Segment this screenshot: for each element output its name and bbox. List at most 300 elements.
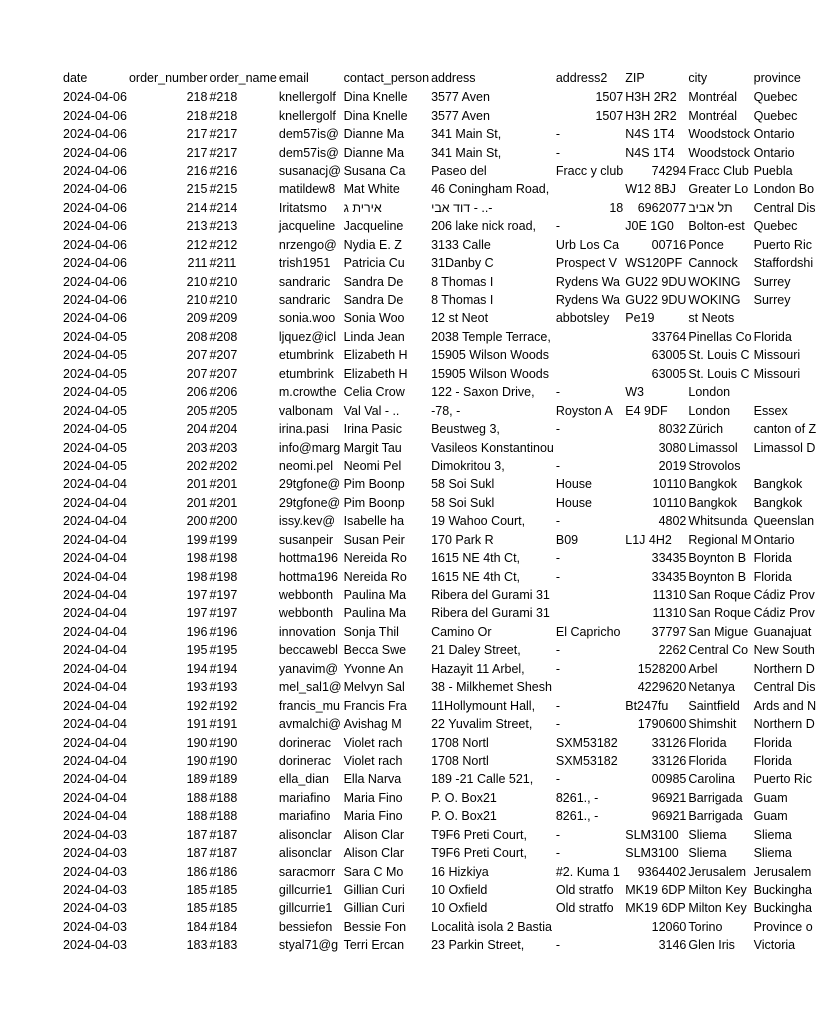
table-cell[interactable]: WS120PF bbox=[625, 256, 683, 271]
table-cell[interactable]: 2024-04-04 bbox=[63, 477, 127, 492]
table-cell[interactable]: matildew8 bbox=[278, 182, 336, 197]
table-cell[interactable]: 2024-04-04 bbox=[63, 680, 127, 695]
table-cell[interactable]: #210 bbox=[209, 274, 238, 289]
table-cell[interactable]: 197 bbox=[186, 606, 208, 621]
table-cell[interactable]: #217 bbox=[209, 145, 238, 160]
table-cell[interactable]: 2024-04-06 bbox=[63, 90, 127, 105]
table-cell[interactable]: 186 bbox=[186, 864, 208, 879]
table-cell[interactable] bbox=[555, 438, 624, 456]
table-cell[interactable]: 205 bbox=[186, 403, 208, 418]
table-cell[interactable]: Alison Clar bbox=[343, 846, 405, 861]
table-cell[interactable]: valbonam bbox=[278, 403, 334, 418]
table-cell[interactable]: - bbox=[555, 846, 561, 861]
table-cell[interactable]: P. O. Box21 bbox=[431, 809, 497, 824]
table-cell[interactable]: El Capricho bbox=[555, 624, 621, 639]
table-cell[interactable]: SLM3100 bbox=[625, 827, 679, 842]
table-cell[interactable]: #207 bbox=[209, 348, 238, 363]
table-cell[interactable]: m.crowthe bbox=[278, 385, 337, 400]
table-cell[interactable]: #211 bbox=[209, 256, 237, 271]
table-cell[interactable]: Sara C Mo bbox=[343, 864, 404, 879]
table-cell[interactable]: 2024-04-05 bbox=[63, 329, 127, 344]
table-cell[interactable]: Guam bbox=[753, 809, 788, 824]
table-cell[interactable]: 184 bbox=[186, 919, 208, 934]
table-cell[interactable]: Nydia E. Z bbox=[343, 237, 402, 252]
table-cell[interactable]: 2024-04-06 bbox=[63, 219, 127, 234]
table-cell[interactable]: 2024-04-04 bbox=[63, 569, 127, 584]
table-cell[interactable]: 191 bbox=[186, 717, 208, 732]
table-cell[interactable]: 1708 Nortl bbox=[431, 753, 489, 768]
table-cell[interactable]: 122 - Saxon Drive, bbox=[431, 385, 535, 400]
table-cell[interactable]: yanavim@ bbox=[278, 661, 339, 676]
table-cell[interactable]: Yvonne An bbox=[343, 661, 404, 676]
table-cell[interactable]: Jacqueline bbox=[343, 219, 404, 234]
table-cell[interactable]: 190 bbox=[186, 753, 208, 768]
table-cell[interactable]: Susan Peir bbox=[343, 532, 405, 547]
table-cell[interactable] bbox=[753, 457, 817, 475]
table-cell[interactable]: Mat White bbox=[343, 182, 400, 197]
table-cell[interactable]: Quebec bbox=[753, 90, 798, 105]
table-cell[interactable]: Florida bbox=[753, 569, 792, 584]
table-cell[interactable]: 198 bbox=[186, 569, 208, 584]
table-cell[interactable]: #215 bbox=[209, 182, 238, 197]
table-cell[interactable]: Paulina Ma bbox=[343, 606, 407, 621]
table-cell[interactable]: innovation bbox=[278, 624, 336, 639]
table-cell[interactable]: #193 bbox=[209, 680, 238, 695]
table-cell[interactable]: 2024-04-05 bbox=[63, 366, 127, 381]
table-cell[interactable]: 206 lake nick road, bbox=[431, 219, 537, 234]
table-cell[interactable]: Milton Key bbox=[688, 901, 747, 916]
table-cell[interactable]: Florida bbox=[753, 753, 792, 768]
table-cell[interactable]: irina.pasi bbox=[278, 422, 329, 437]
table-cell[interactable]: 2024-04-04 bbox=[63, 735, 127, 750]
table-cell[interactable]: 189 bbox=[186, 772, 208, 787]
table-cell[interactable]: hottma196 bbox=[278, 551, 338, 566]
table-cell[interactable] bbox=[555, 346, 624, 364]
table-cell[interactable]: Florida bbox=[688, 735, 727, 750]
table-cell[interactable]: jacqueline bbox=[278, 219, 336, 234]
table-cell[interactable]: 2024-04-05 bbox=[63, 422, 127, 437]
table-cell[interactable]: Pinellas Co bbox=[688, 329, 752, 344]
table-cell[interactable]: Torino bbox=[688, 919, 723, 934]
table-cell[interactable]: Saintfield bbox=[688, 698, 740, 713]
table-cell[interactable]: 3133 Calle bbox=[431, 237, 491, 252]
table-cell[interactable]: Nereida Ro bbox=[343, 569, 407, 584]
table-cell[interactable]: 46 Coningham Road, bbox=[431, 182, 550, 197]
table-cell[interactable]: 1708 Nortl bbox=[431, 735, 489, 750]
table-cell[interactable]: - bbox=[555, 827, 561, 842]
table-cell[interactable]: J0E 1G0 bbox=[625, 219, 674, 234]
table-cell[interactable]: 2024-04-03 bbox=[63, 901, 127, 916]
table-cell[interactable]: 217 bbox=[186, 127, 208, 142]
table-cell[interactable]: H3H 2R2 bbox=[625, 108, 677, 123]
table-cell[interactable]: 15905 Wilson Woods bbox=[431, 348, 549, 363]
table-cell[interactable]: GU22 9DU bbox=[625, 293, 687, 308]
table-cell[interactable]: Ponce bbox=[688, 237, 724, 252]
table-cell[interactable]: 341 Main St, bbox=[431, 127, 502, 142]
table-cell[interactable]: #186 bbox=[209, 864, 238, 879]
table-cell[interactable]: #204 bbox=[209, 422, 238, 437]
table-cell[interactable]: #200 bbox=[209, 514, 238, 529]
table-cell[interactable]: 189 -21 Calle 521, bbox=[431, 772, 534, 787]
table-cell[interactable]: Florida bbox=[688, 753, 727, 768]
table-cell[interactable]: bessiefon bbox=[278, 919, 333, 934]
table-cell[interactable]: ella_dian bbox=[278, 772, 329, 787]
table-cell[interactable]: Melvyn Sal bbox=[343, 680, 405, 695]
table-cell[interactable]: 10 Oxfield bbox=[431, 883, 488, 898]
table-cell[interactable]: Ribera del Gurami 31 bbox=[431, 606, 550, 621]
table-cell[interactable]: Gillian Curi bbox=[343, 883, 405, 898]
table-cell[interactable]: 206 bbox=[186, 385, 208, 400]
table-cell[interactable]: - bbox=[555, 938, 561, 953]
table-cell[interactable]: Ribera del Gurami 31 bbox=[431, 588, 550, 603]
table-cell[interactable]: styal71@g bbox=[278, 938, 339, 953]
table-cell[interactable]: 214 bbox=[186, 200, 208, 215]
table-cell[interactable]: 8 Thomas I bbox=[431, 293, 494, 308]
table-cell[interactable]: 2024-04-03 bbox=[63, 827, 127, 842]
table-cell[interactable]: Elizabeth H bbox=[343, 348, 408, 363]
table-cell[interactable]: 217 bbox=[186, 145, 208, 160]
table-cell[interactable]: 2024-04-03 bbox=[63, 846, 127, 861]
table-cell[interactable]: #189 bbox=[209, 772, 238, 787]
table-cell[interactable]: #217 bbox=[209, 127, 238, 142]
table-cell[interactable]: 215 bbox=[186, 182, 208, 197]
table-cell[interactable]: 201 bbox=[186, 495, 208, 510]
table-cell[interactable]: Puerto Ric bbox=[753, 772, 812, 787]
table-cell[interactable]: Celia Crow bbox=[343, 385, 405, 400]
table-cell[interactable] bbox=[555, 328, 624, 346]
table-cell[interactable]: 2019 bbox=[658, 458, 687, 473]
table-cell[interactable]: Francis Fra bbox=[343, 698, 407, 713]
table-cell[interactable]: - bbox=[555, 551, 561, 566]
table-cell[interactable]: 23 Parkin Street, bbox=[431, 938, 525, 953]
table-cell[interactable]: Northern D bbox=[753, 661, 815, 676]
table-cell[interactable]: London bbox=[688, 385, 731, 400]
column-header[interactable]: date bbox=[63, 71, 88, 85]
table-cell[interactable]: Linda Jean bbox=[343, 329, 405, 344]
table-cell[interactable]: 201 bbox=[186, 477, 208, 492]
table-cell[interactable]: 2024-04-06 bbox=[63, 145, 127, 160]
table-cell[interactable]: Limassol D bbox=[753, 440, 816, 455]
table-cell[interactable]: 2024-04-05 bbox=[63, 385, 127, 400]
table-cell[interactable]: 2038 Temple Terrace, bbox=[431, 329, 551, 344]
table-cell[interactable]: 199 bbox=[186, 532, 208, 547]
table-cell[interactable]: Avishag M bbox=[343, 717, 402, 732]
table-cell[interactable]: #198 bbox=[209, 569, 238, 584]
table-cell[interactable]: Bangkok bbox=[753, 477, 803, 492]
table-cell[interactable]: Glen Iris bbox=[688, 938, 735, 953]
table-cell[interactable]: San Roque bbox=[688, 588, 751, 603]
table-cell[interactable]: 3080 bbox=[658, 440, 687, 455]
table-cell[interactable]: Shimshit bbox=[688, 717, 737, 732]
table-cell[interactable]: 1615 NE 4th Ct, bbox=[431, 551, 521, 566]
table-cell[interactable]: 185 bbox=[186, 901, 208, 916]
table-cell[interactable]: 63005 bbox=[651, 366, 687, 381]
table-cell[interactable]: Elizabeth H bbox=[343, 366, 408, 381]
table-cell[interactable]: nrzengo@ bbox=[278, 237, 337, 252]
table-cell[interactable]: Dianne Ma bbox=[343, 127, 405, 142]
table-cell[interactable]: 197 bbox=[186, 588, 208, 603]
table-cell[interactable]: #194 bbox=[209, 661, 238, 676]
table-cell[interactable]: 212 bbox=[186, 237, 208, 252]
table-cell[interactable]: #202 bbox=[209, 458, 238, 473]
table-cell[interactable]: 193 bbox=[186, 680, 208, 695]
table-cell[interactable]: San Roque bbox=[688, 606, 751, 621]
table-cell[interactable]: Sliema bbox=[753, 846, 792, 861]
table-cell[interactable]: London Bo bbox=[753, 182, 815, 197]
column-header[interactable]: order_number bbox=[128, 71, 208, 85]
table-cell[interactable]: Boynton B bbox=[688, 551, 747, 566]
table-cell[interactable] bbox=[555, 365, 624, 383]
table-cell[interactable]: #208 bbox=[209, 329, 238, 344]
table-cell[interactable]: MK19 6DP bbox=[625, 883, 686, 898]
table-cell[interactable]: Alison Clar bbox=[343, 827, 405, 842]
table-cell[interactable]: Regional M bbox=[688, 532, 752, 547]
table-cell[interactable]: 6962077 bbox=[637, 200, 687, 215]
table-cell[interactable]: P. O. Box21 bbox=[431, 790, 497, 805]
table-cell[interactable]: 15905 Wilson Woods bbox=[431, 366, 549, 381]
table-cell[interactable]: mel_sal1@ bbox=[278, 680, 342, 695]
table-cell[interactable]: mariafino bbox=[278, 809, 331, 824]
table-cell[interactable]: 2024-04-06 bbox=[63, 108, 127, 123]
table-cell[interactable]: 2024-04-05 bbox=[63, 440, 127, 455]
table-cell[interactable]: avmalchi@ bbox=[278, 717, 341, 732]
table-cell[interactable]: gillcurrie1 bbox=[278, 883, 333, 898]
table-cell[interactable]: - bbox=[555, 385, 561, 400]
table-cell[interactable]: Ella Narva bbox=[343, 772, 402, 787]
table-cell[interactable]: 207 bbox=[186, 348, 208, 363]
table-cell[interactable]: #197 bbox=[209, 606, 238, 621]
table-cell[interactable]: House bbox=[555, 495, 592, 510]
table-cell[interactable]: 2024-04-04 bbox=[63, 753, 127, 768]
table-cell[interactable]: 29tgfone@ bbox=[278, 477, 341, 492]
table-cell[interactable]: Arbel bbox=[688, 661, 718, 676]
table-cell[interactable]: Puerto Ric bbox=[753, 237, 812, 252]
table-cell[interactable]: Ontario bbox=[753, 532, 795, 547]
table-cell[interactable]: #192 bbox=[209, 698, 238, 713]
table-cell[interactable]: 3577 Aven bbox=[431, 90, 490, 105]
table-cell[interactable]: Boynton B bbox=[688, 569, 747, 584]
table-cell[interactable]: 218 bbox=[186, 90, 208, 105]
table-cell[interactable]: #185 bbox=[209, 901, 238, 916]
table-cell[interactable]: - bbox=[555, 458, 561, 473]
table-cell[interactable]: 210 bbox=[186, 293, 208, 308]
table-cell[interactable]: L1J 4H2 bbox=[625, 532, 672, 547]
table-cell[interactable]: dem57is@ bbox=[278, 145, 339, 160]
table-cell[interactable]: Missouri bbox=[753, 366, 801, 381]
table-cell[interactable]: 00716 bbox=[651, 237, 687, 252]
table-cell[interactable]: #203 bbox=[209, 440, 238, 455]
column-header[interactable]: contact_person bbox=[343, 71, 430, 85]
table-cell[interactable]: 38 - Milkhemet Shesh bbox=[431, 680, 552, 695]
table-cell[interactable]: Sliema bbox=[688, 827, 727, 842]
table-cell[interactable]: saracmorr bbox=[278, 864, 336, 879]
table-cell[interactable]: 8 Thomas I bbox=[431, 274, 494, 289]
table-cell[interactable]: 10110 bbox=[652, 495, 687, 510]
table-cell[interactable]: Old stratfo bbox=[555, 883, 614, 898]
table-cell[interactable]: 29tgfone@ bbox=[278, 495, 341, 510]
table-cell[interactable]: 187 bbox=[186, 846, 208, 861]
table-cell[interactable]: Buckingha bbox=[753, 883, 812, 898]
table-cell[interactable]: 2024-04-04 bbox=[63, 790, 127, 805]
column-header[interactable]: city bbox=[688, 71, 708, 85]
table-cell[interactable]: 4229620 bbox=[637, 680, 687, 695]
table-cell[interactable]: Dimokritou 3, bbox=[431, 458, 505, 473]
table-cell[interactable]: 12060 bbox=[651, 919, 687, 934]
table-cell[interactable]: #187 bbox=[209, 827, 238, 842]
table-cell[interactable]: 2024-04-03 bbox=[63, 883, 127, 898]
table-cell[interactable] bbox=[555, 586, 624, 604]
table-cell[interactable]: Sandra De bbox=[343, 293, 404, 308]
table-cell[interactable]: sandraric bbox=[278, 293, 331, 308]
table-cell[interactable]: Irina Pasic bbox=[343, 422, 402, 437]
table-cell[interactable]: - bbox=[555, 127, 561, 142]
table-cell[interactable]: Paseo del bbox=[431, 163, 487, 178]
table-cell[interactable]: #207 bbox=[209, 366, 238, 381]
table-cell[interactable]: Central Dis bbox=[753, 200, 816, 215]
table-cell[interactable]: 22 Yuvalim Street, bbox=[431, 717, 533, 732]
table-cell[interactable]: 2024-04-04 bbox=[63, 514, 127, 529]
table-cell[interactable]: Florida bbox=[753, 551, 792, 566]
table-cell[interactable]: 2024-04-04 bbox=[63, 588, 127, 603]
table-cell[interactable]: #205 bbox=[209, 403, 238, 418]
table-cell[interactable]: Pim Boonp bbox=[343, 495, 405, 510]
table-cell[interactable]: 2024-04-06 bbox=[63, 127, 127, 142]
column-header[interactable]: province bbox=[753, 71, 801, 85]
table-cell[interactable]: 2024-04-06 bbox=[63, 274, 127, 289]
table-cell[interactable]: 2024-04-04 bbox=[63, 551, 127, 566]
table-cell[interactable]: Central Dis bbox=[753, 680, 816, 695]
table-cell[interactable]: - bbox=[555, 422, 561, 437]
table-cell[interactable]: #188 bbox=[209, 809, 238, 824]
table-cell[interactable]: 2024-04-05 bbox=[63, 348, 127, 363]
table-cell[interactable]: Old stratfo bbox=[555, 901, 614, 916]
table-cell[interactable]: Cádiz Prov bbox=[753, 588, 815, 603]
table-cell[interactable]: dorinerac bbox=[278, 753, 331, 768]
table-cell[interactable]: Quebec bbox=[753, 219, 798, 234]
table-cell[interactable]: Victoria bbox=[753, 938, 796, 953]
table-cell[interactable]: #206 bbox=[209, 385, 238, 400]
table-cell[interactable]: 2024-04-04 bbox=[63, 624, 127, 639]
table-cell[interactable]: 00985 bbox=[651, 772, 687, 787]
table-cell[interactable]: Neomi Pel bbox=[343, 458, 402, 473]
table-cell[interactable]: Guanajuat bbox=[753, 624, 812, 639]
table-cell[interactable]: 210 bbox=[186, 274, 208, 289]
table-cell[interactable]: 203 bbox=[186, 440, 208, 455]
table-cell[interactable]: gillcurrie1 bbox=[278, 901, 333, 916]
table-cell[interactable]: #197 bbox=[209, 588, 238, 603]
table-cell[interactable]: SXM53182 bbox=[555, 735, 618, 750]
table-cell[interactable]: #196 bbox=[209, 624, 238, 639]
table-cell[interactable]: London bbox=[688, 403, 731, 418]
table-cell[interactable]: - bbox=[555, 145, 561, 160]
table-cell[interactable]: Florida bbox=[753, 735, 792, 750]
table-cell[interactable]: 2024-04-06 bbox=[63, 163, 127, 178]
table-cell[interactable]: 2024-04-04 bbox=[63, 661, 127, 676]
table-cell[interactable]: Cannock bbox=[688, 256, 738, 271]
table-cell[interactable]: SLM3100 bbox=[625, 846, 679, 861]
table-cell[interactable]: 2024-04-04 bbox=[63, 606, 127, 621]
table-cell[interactable]: 4802 bbox=[658, 514, 687, 529]
table-cell[interactable]: B09 bbox=[555, 532, 579, 547]
table-cell[interactable]: 1507 bbox=[595, 108, 624, 123]
table-cell[interactable]: - bbox=[555, 643, 561, 658]
table-cell[interactable]: 194 bbox=[186, 661, 208, 676]
table-cell[interactable]: 2024-04-03 bbox=[63, 919, 127, 934]
table-cell[interactable]: knellergolf bbox=[278, 90, 336, 105]
table-cell[interactable]: Sonja Thil bbox=[343, 624, 399, 639]
table-cell[interactable]: #184 bbox=[209, 919, 238, 934]
table-cell[interactable]: St. Louis C bbox=[688, 366, 750, 381]
table-cell[interactable]: Pim Boonp bbox=[343, 477, 405, 492]
table-cell[interactable]: Vasileos Konstantinou bbox=[431, 440, 554, 455]
table-cell[interactable]: Dina Knelle bbox=[343, 108, 408, 123]
table-cell[interactable] bbox=[555, 180, 624, 198]
table-cell[interactable]: T9F6 Preti Court, bbox=[431, 846, 527, 861]
table-cell[interactable]: Fracc Club bbox=[688, 163, 749, 178]
table-cell[interactable]: St. Louis C bbox=[688, 348, 750, 363]
table-cell[interactable]: Missouri bbox=[753, 348, 801, 363]
table-cell[interactable]: Terri Ercan bbox=[343, 938, 405, 953]
table-cell[interactable]: Quebec bbox=[753, 108, 798, 123]
table-cell[interactable]: 2024-04-06 bbox=[63, 311, 127, 326]
table-cell[interactable]: תל אביב bbox=[688, 200, 733, 215]
table-cell[interactable]: 21 Daley Street, bbox=[431, 643, 521, 658]
table-cell[interactable]: 2024-04-04 bbox=[63, 643, 127, 658]
table-cell[interactable]: #201 bbox=[209, 477, 238, 492]
table-cell[interactable]: #218 bbox=[209, 90, 238, 105]
table-cell[interactable]: 185 bbox=[186, 883, 208, 898]
table-cell[interactable]: 2024-04-04 bbox=[63, 772, 127, 787]
table-cell[interactable]: Fracc y club bbox=[555, 163, 624, 178]
table-cell[interactable]: susanacj@ bbox=[278, 163, 341, 178]
table-cell[interactable]: דוד אבי - ..- bbox=[431, 200, 493, 215]
table-cell[interactable]: Violet rach bbox=[343, 753, 403, 768]
table-cell[interactable]: 8261., - bbox=[555, 790, 599, 805]
table-cell[interactable]: 2024-04-06 bbox=[63, 293, 127, 308]
table-cell[interactable] bbox=[555, 604, 624, 622]
table-cell[interactable]: W12 8BJ bbox=[625, 182, 676, 197]
table-cell[interactable]: Strovolos bbox=[688, 458, 741, 473]
table-cell[interactable]: Central Co bbox=[688, 643, 749, 658]
table-cell[interactable]: 207 bbox=[186, 366, 208, 381]
table-cell[interactable]: House bbox=[555, 477, 592, 492]
table-cell[interactable]: knellergolf bbox=[278, 108, 336, 123]
table-cell[interactable]: 33126 bbox=[651, 753, 687, 768]
table-cell[interactable]: 2024-04-03 bbox=[63, 864, 127, 879]
table-cell[interactable]: 8032 bbox=[658, 422, 687, 437]
table-cell[interactable]: 208 bbox=[186, 329, 208, 344]
table-cell[interactable]: etumbrink bbox=[278, 366, 334, 381]
table-cell[interactable]: Essex bbox=[753, 403, 788, 418]
table-cell[interactable]: 2024-04-04 bbox=[63, 809, 127, 824]
table-cell[interactable]: Woodstock bbox=[688, 127, 750, 142]
table-cell[interactable]: Ards and N bbox=[753, 698, 817, 713]
table-cell[interactable]: 213 bbox=[186, 219, 208, 234]
table-cell[interactable]: 170 Park R bbox=[431, 532, 494, 547]
table-cell[interactable]: Province o bbox=[753, 919, 813, 934]
table-cell[interactable]: Montréal bbox=[688, 90, 738, 105]
table-cell[interactable]: 18 bbox=[609, 200, 624, 215]
table-cell[interactable]: Northern D bbox=[753, 717, 815, 732]
table-cell[interactable]: webbonth bbox=[278, 588, 334, 603]
table-cell[interactable]: 33764 bbox=[651, 329, 687, 344]
table-cell[interactable]: 33435 bbox=[651, 569, 687, 584]
table-cell[interactable]: #210 bbox=[209, 293, 238, 308]
table-cell[interactable]: 211 bbox=[187, 256, 208, 271]
table-cell[interactable]: WOKING bbox=[688, 293, 741, 308]
table-cell[interactable]: dem57is@ bbox=[278, 127, 339, 142]
table-cell[interactable]: 16 Hizkiya bbox=[431, 864, 489, 879]
